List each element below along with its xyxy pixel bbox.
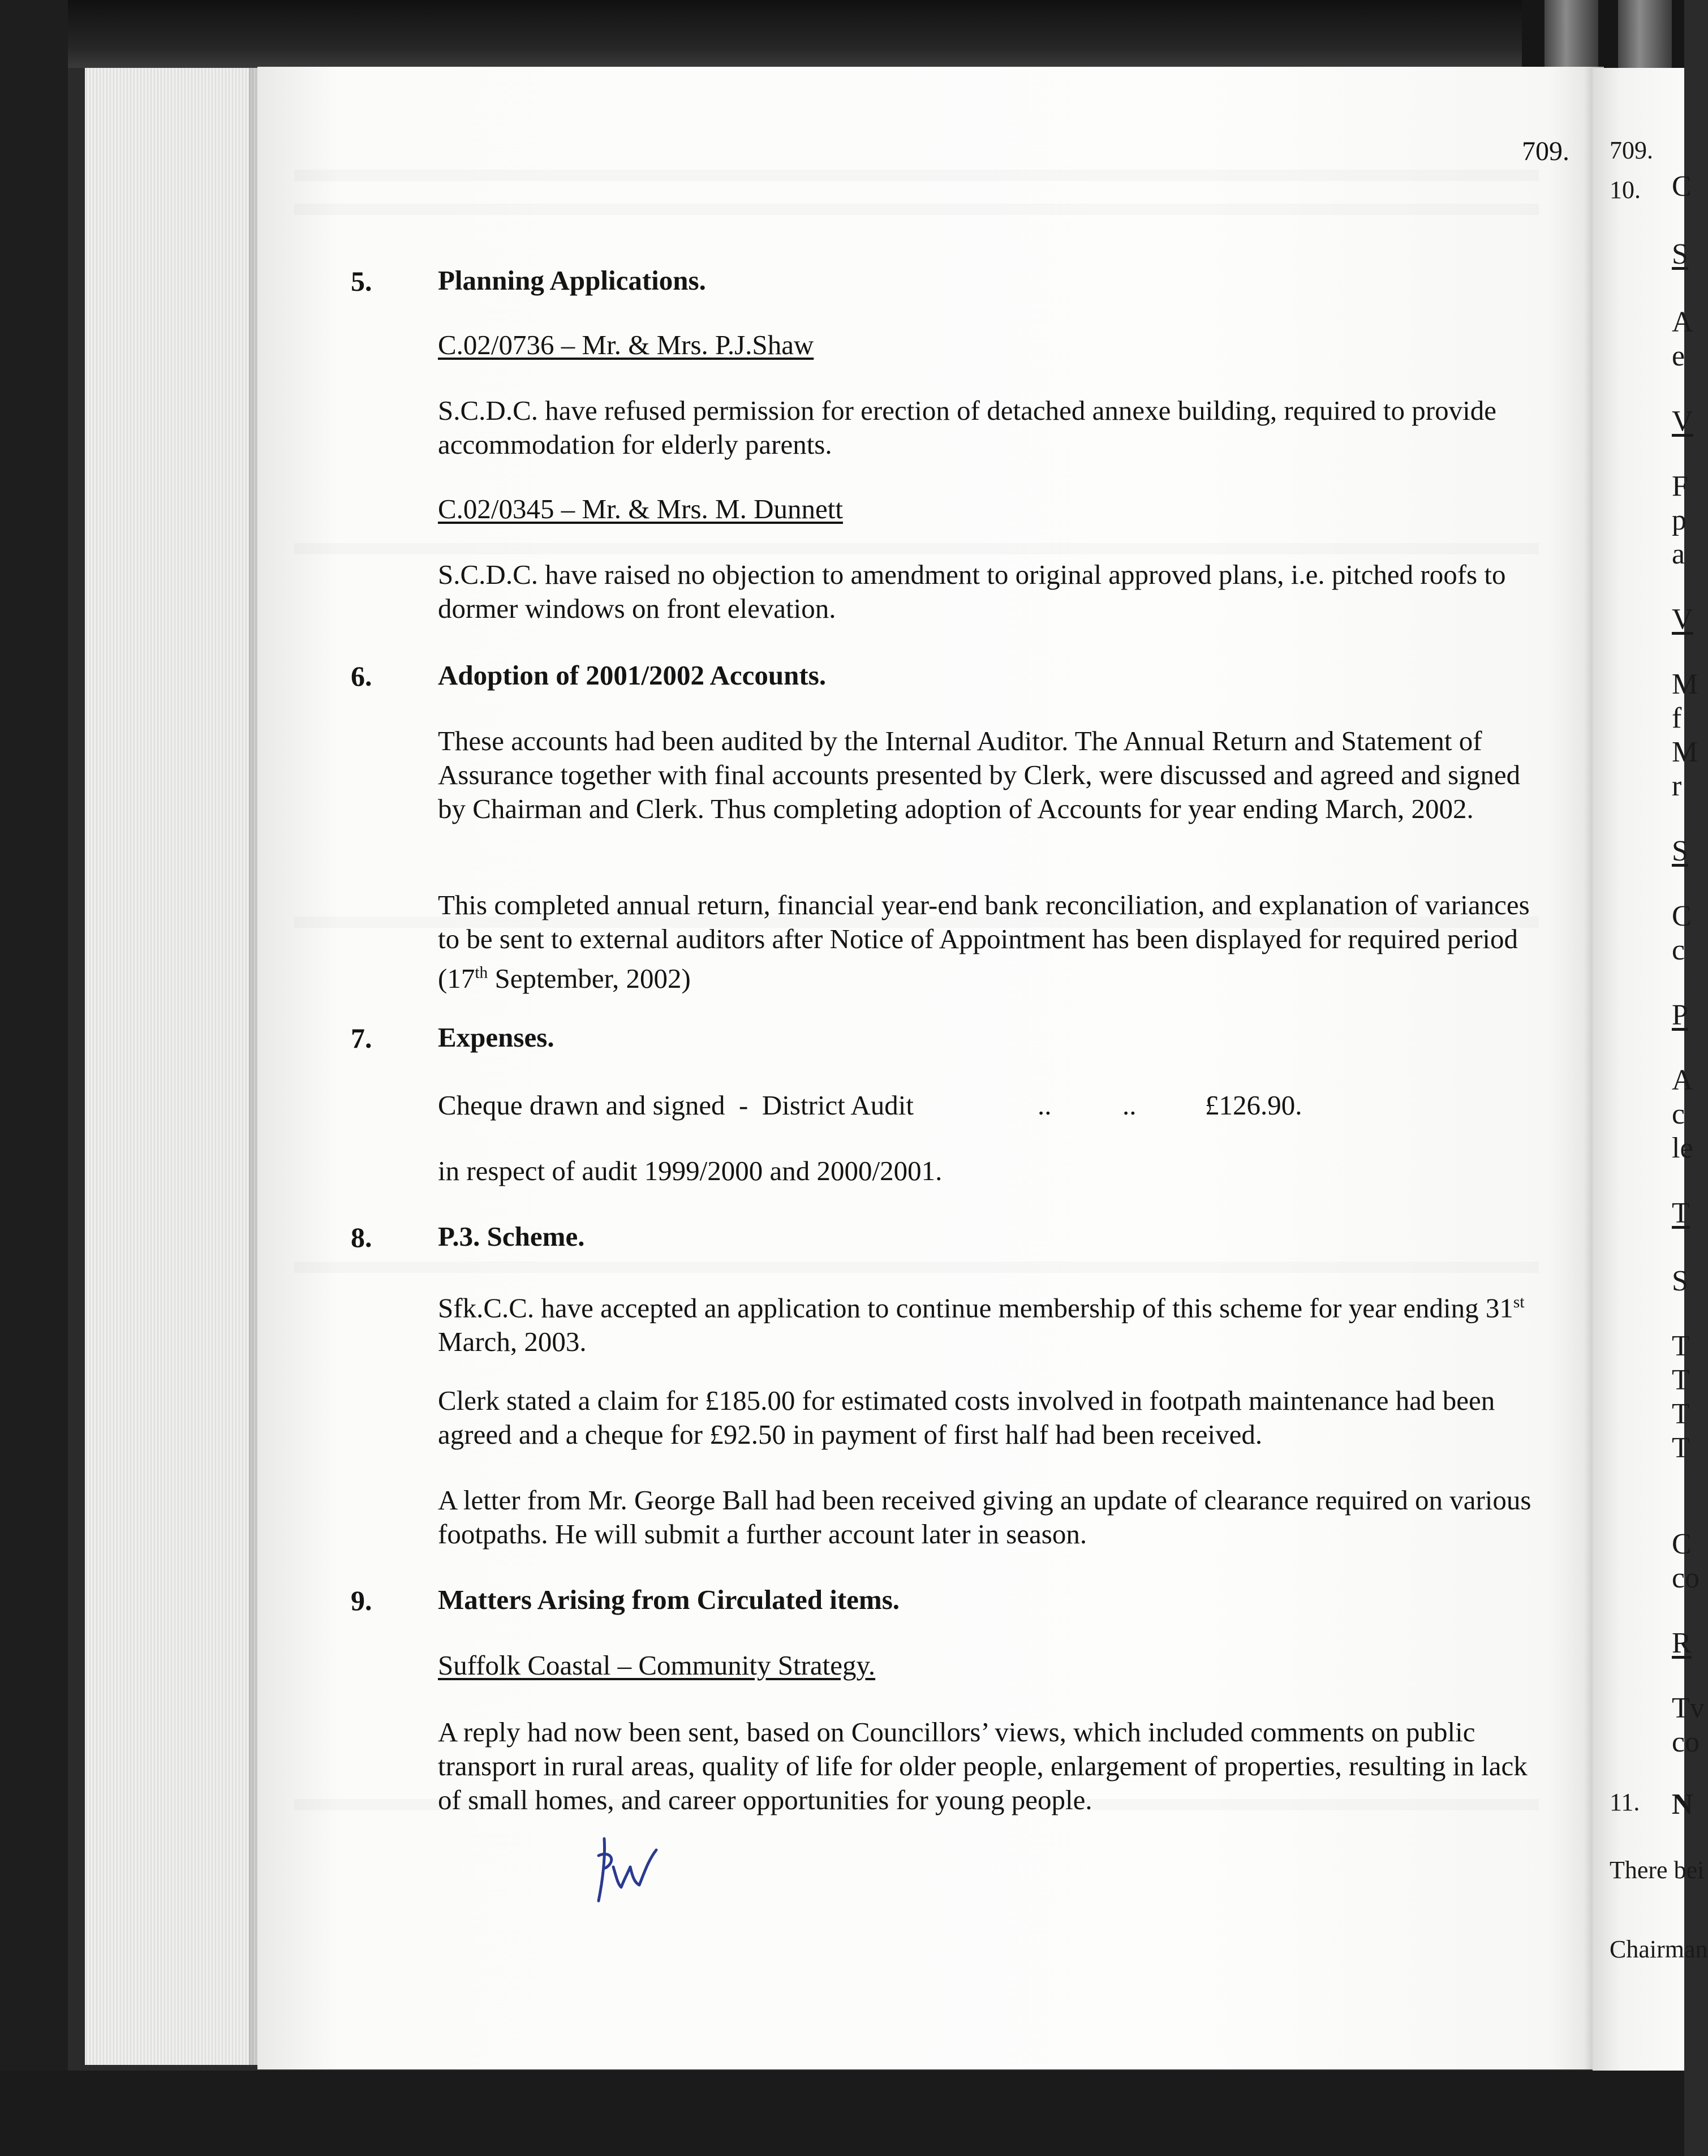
variances-paragraph: This completed annual return, financial year-end bank reconciliation, and explanation of variances to be sent to external auditors after Notice of Appointment has been displayed for required period (17th September, 2002): [438, 889, 1530, 995]
text-fragment: S: [1672, 835, 1688, 867]
text-fragment: F: [1672, 470, 1688, 502]
text-fragment: V: [1672, 603, 1693, 635]
text-fragment: T: [1672, 1330, 1690, 1362]
text-fragment: Tv: [1672, 1692, 1705, 1724]
adjacent-page: [1593, 68, 1708, 2071]
section-number: 8.: [351, 1221, 372, 1253]
binder-left: [0, 0, 68, 2156]
binder-bottom: [0, 2071, 1684, 2156]
application-reference: C.02/0345 – Mr. & Mrs. M. Dunnett: [438, 493, 843, 524]
binder-ring: [1544, 0, 1598, 74]
subheading: Suffolk Coastal – Community Strategy.: [438, 1650, 876, 1681]
text-fragment: A: [1672, 1064, 1693, 1096]
text-fragment: co: [1672, 1562, 1700, 1594]
handwritten-initials: [588, 1833, 668, 1907]
page-stack-edge: [85, 68, 260, 2065]
text-fragment: S: [1672, 238, 1688, 270]
text-fragment: T: [1672, 1398, 1690, 1430]
show-through-text: [294, 170, 1539, 181]
text-fragment: le: [1672, 1132, 1693, 1164]
text-fragment: c: [1672, 934, 1685, 966]
text-fragment: T: [1672, 1432, 1690, 1464]
adjacent-item-number: 10.: [1610, 176, 1641, 204]
paragraph: [438, 888, 1547, 996]
section-number: 7.: [351, 1022, 372, 1054]
page-number: 709.: [1522, 136, 1569, 166]
paragraph: Sfk.C.C. have accepted an application to continue membership of this scheme for year ending 31st March, 2003.: [438, 1292, 1525, 1358]
text-fragment: A: [1672, 306, 1693, 338]
text-fragment: a: [1672, 538, 1685, 570]
adjacent-page-number: 709.: [1610, 136, 1653, 164]
text-fragment: r: [1672, 770, 1682, 802]
text-fragment: C: [1672, 900, 1692, 932]
text-fragment: S: [1672, 1265, 1688, 1297]
section-number: 5.: [351, 265, 372, 297]
leader-dots: ..: [1122, 1090, 1137, 1121]
expense-description: Cheque drawn and signed - District Audit: [438, 1090, 914, 1121]
section-heading: P.3. Scheme.: [438, 1221, 585, 1252]
expense-line: [438, 1088, 1547, 1122]
text-fragment: M: [1672, 668, 1698, 700]
application-reference: C.02/0736 – Mr. & Mrs. P.J.Shaw: [438, 329, 814, 360]
text-fragment: e: [1672, 340, 1685, 372]
text-fragment: T: [1672, 1197, 1690, 1229]
paragraph: Clerk stated a claim for £185.00 for estimated costs involved in footpath maintenance had been agreed and a cheque for £92.50 in payment of first half had been received.: [438, 1385, 1495, 1450]
leader-dots: ..: [1038, 1090, 1052, 1121]
binder-ring: [1618, 0, 1672, 74]
text-fragment: T: [1672, 1364, 1690, 1396]
text-fragment: N: [1672, 1788, 1693, 1821]
text-fragment: V: [1672, 405, 1693, 437]
text-fragment: C: [1672, 170, 1692, 203]
text-fragment: co: [1672, 1726, 1700, 1758]
section-heading: Matters Arising from Circulated items.: [438, 1584, 900, 1615]
text-fragment: There bei: [1610, 1856, 1705, 1884]
section-heading: Planning Applications.: [438, 265, 706, 296]
show-through-text: [294, 1262, 1539, 1273]
text-fragment: P: [1672, 999, 1688, 1031]
section-heading: Expenses.: [438, 1022, 554, 1053]
text-fragment: R: [1672, 1627, 1692, 1659]
paragraph: S.C.D.C. have raised no objection to amendment to original approved plans, i.e. pitched roofs to dormer windows on front elevation.: [438, 559, 1506, 624]
paragraph: A letter from Mr. George Ball had been received giving an update of clearance required on various footpaths. He will submit a further account later in season.: [438, 1484, 1531, 1550]
text-fragment: M: [1672, 736, 1698, 768]
expense-amount: £126.90.: [1205, 1090, 1302, 1121]
binder-top: [0, 0, 1684, 68]
show-through-text: [294, 204, 1539, 215]
section-number: 6.: [351, 660, 372, 692]
expense-note: in respect of audit 1999/2000 and 2000/2001.: [438, 1155, 943, 1186]
paragraph: S.C.D.C. have refused permission for erection of detached annexe building, required to provide accommodation for elderly parents.: [438, 395, 1496, 460]
adjacent-item-number: 11.: [1610, 1788, 1640, 1816]
text-fragment: p: [1672, 504, 1687, 536]
section-heading: Adoption of 2001/2002 Accounts.: [438, 660, 827, 691]
paragraph: These accounts had been audited by the Internal Auditor. The Annual Return and Statement of Assurance together with final accounts presented by Clerk, were discussed and agreed and signed by Chairman and Clerk. Thus completing adoption of Accounts for year ending March, 2002.: [438, 725, 1521, 824]
paragraph: A reply had now been sent, based on Councillors’ views, which included comments on public transport in rural areas, quality of life for older people, enlargement of properties, resulting in lack of small homes, and career opportunities for young people.: [438, 1716, 1528, 1815]
text-fragment: c: [1672, 1098, 1685, 1130]
text-fragment: C: [1672, 1528, 1692, 1560]
section-number: 9.: [351, 1585, 372, 1616]
text-fragment: Chairman: [1610, 1935, 1708, 1963]
show-through-text: [294, 543, 1539, 554]
text-fragment: f: [1672, 702, 1682, 734]
